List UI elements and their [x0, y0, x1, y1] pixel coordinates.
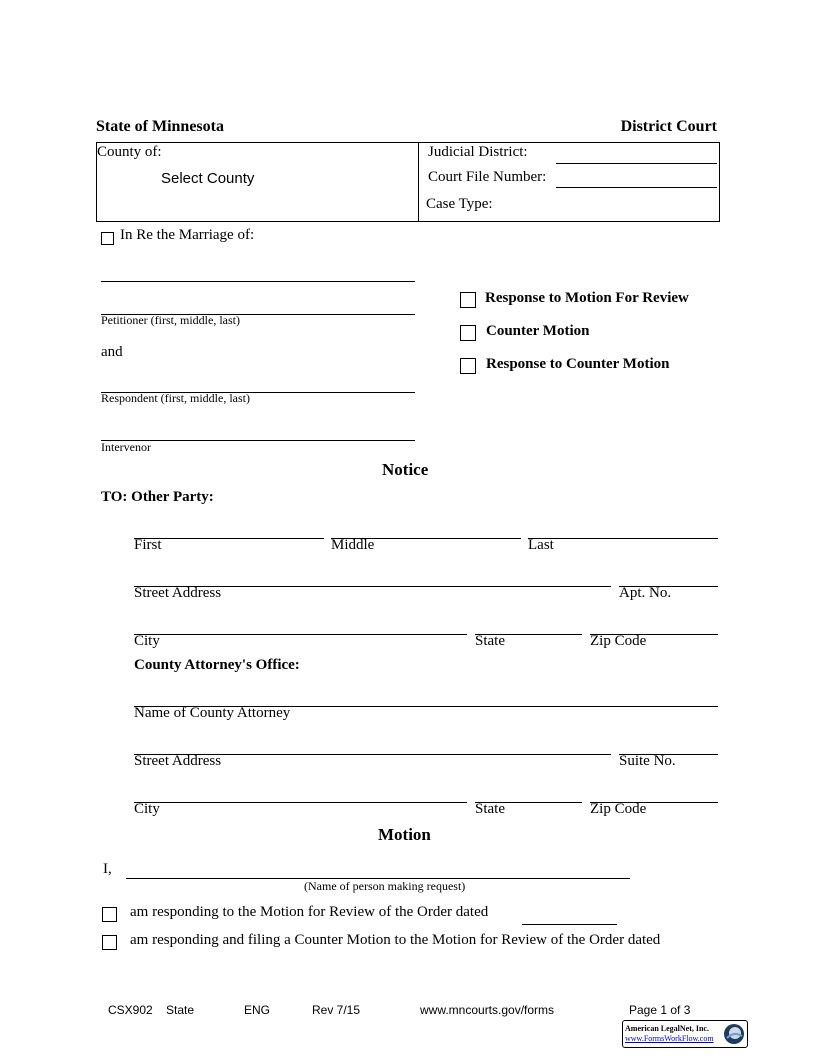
attorney-zip-label: Zip Code — [590, 801, 647, 817]
respondent-label: Respondent (first, middle, last) — [101, 391, 250, 405]
counter-motion-checkbox[interactable] — [460, 325, 476, 341]
case-type-label: Case Type: — [426, 196, 493, 212]
first-name-line[interactable] — [134, 538, 324, 539]
attorney-street-address-label: Street Address — [134, 753, 222, 769]
footer-lang: ENG — [244, 1003, 271, 1017]
in-re-label: In Re the Marriage of: — [120, 227, 255, 243]
judicial-district-label: Judicial District: — [428, 144, 528, 160]
state-label: State — [475, 633, 505, 649]
last-label: Last — [528, 537, 554, 553]
to-other-party-label: TO: Other Party: — [101, 489, 214, 505]
court-title: District Court — [620, 118, 717, 135]
street-address-label: Street Address — [134, 585, 222, 601]
city-line[interactable] — [134, 634, 467, 635]
court-file-number-field[interactable] — [556, 187, 717, 188]
petitioner-name-line-1[interactable] — [101, 281, 415, 282]
footer-page: Page 1 of 3 — [629, 1003, 691, 1017]
state-title: State of Minnesota — [96, 118, 224, 135]
response-to-counter-label: Response to Counter Motion — [486, 356, 670, 372]
response-to-counter-checkbox[interactable] — [460, 358, 476, 374]
middle-label: Middle — [331, 537, 375, 553]
requester-name-caption: (Name of person making request) — [304, 879, 466, 893]
motion-option-2-checkbox[interactable] — [102, 935, 117, 950]
last-name-line[interactable] — [528, 538, 718, 539]
notice-title: Notice — [382, 460, 429, 479]
petitioner-label: Petitioner (first, middle, last) — [101, 313, 240, 327]
in-re-checkbox[interactable] — [101, 232, 114, 245]
suite-no-label: Suite No. — [619, 753, 676, 769]
attorney-state-label: State — [475, 801, 505, 817]
footer-url: www.mncourts.gov/forms — [420, 1003, 555, 1017]
first-label: First — [134, 537, 162, 553]
caption-divider — [418, 142, 419, 222]
motion-option-2-label: am responding and filing a Counter Motion to the Motion for Review of the Order dated — [130, 932, 661, 948]
city-label: City — [134, 633, 160, 649]
motion-option-1-label: am responding to the Motion for Review of the Order dated — [130, 904, 489, 920]
i-label: I, — [103, 861, 112, 877]
county-label: County of: — [97, 144, 162, 160]
attorney-city-line[interactable] — [134, 802, 467, 803]
intervenor-label: Intervenor — [101, 440, 151, 454]
response-to-motion-label: Response to Motion For Review — [485, 290, 689, 306]
response-to-motion-checkbox[interactable] — [460, 292, 476, 308]
zip-label: Zip Code — [590, 633, 647, 649]
footer-form-code: CSX902 — [108, 1003, 153, 1017]
motion-option-1-checkbox[interactable] — [102, 907, 117, 922]
logo-url: www.FormsWorkFlow.com — [625, 1034, 714, 1043]
judicial-district-field[interactable] — [556, 163, 717, 164]
motion-title: Motion — [378, 825, 431, 844]
county-select[interactable]: Select County — [161, 170, 255, 187]
footer-state: State — [166, 1003, 195, 1017]
attorney-city-label: City — [134, 801, 160, 817]
court-file-number-label: Court File Number: — [428, 169, 547, 185]
counter-motion-label: Counter Motion — [486, 323, 590, 339]
footer-rev: Rev 7/15 — [312, 1003, 361, 1017]
logo-company-name: American LegalNet, Inc. — [625, 1024, 709, 1033]
county-attorney-name-label: Name of County Attorney — [134, 705, 291, 721]
globe-icon — [723, 1023, 745, 1045]
county-attorney-heading: County Attorney's Office: — [134, 657, 300, 673]
order-date-line[interactable] — [522, 924, 617, 925]
american-legalnet-logo — [622, 1020, 748, 1048]
and-label: and — [101, 344, 123, 360]
apt-no-label: Apt. No. — [619, 585, 672, 601]
